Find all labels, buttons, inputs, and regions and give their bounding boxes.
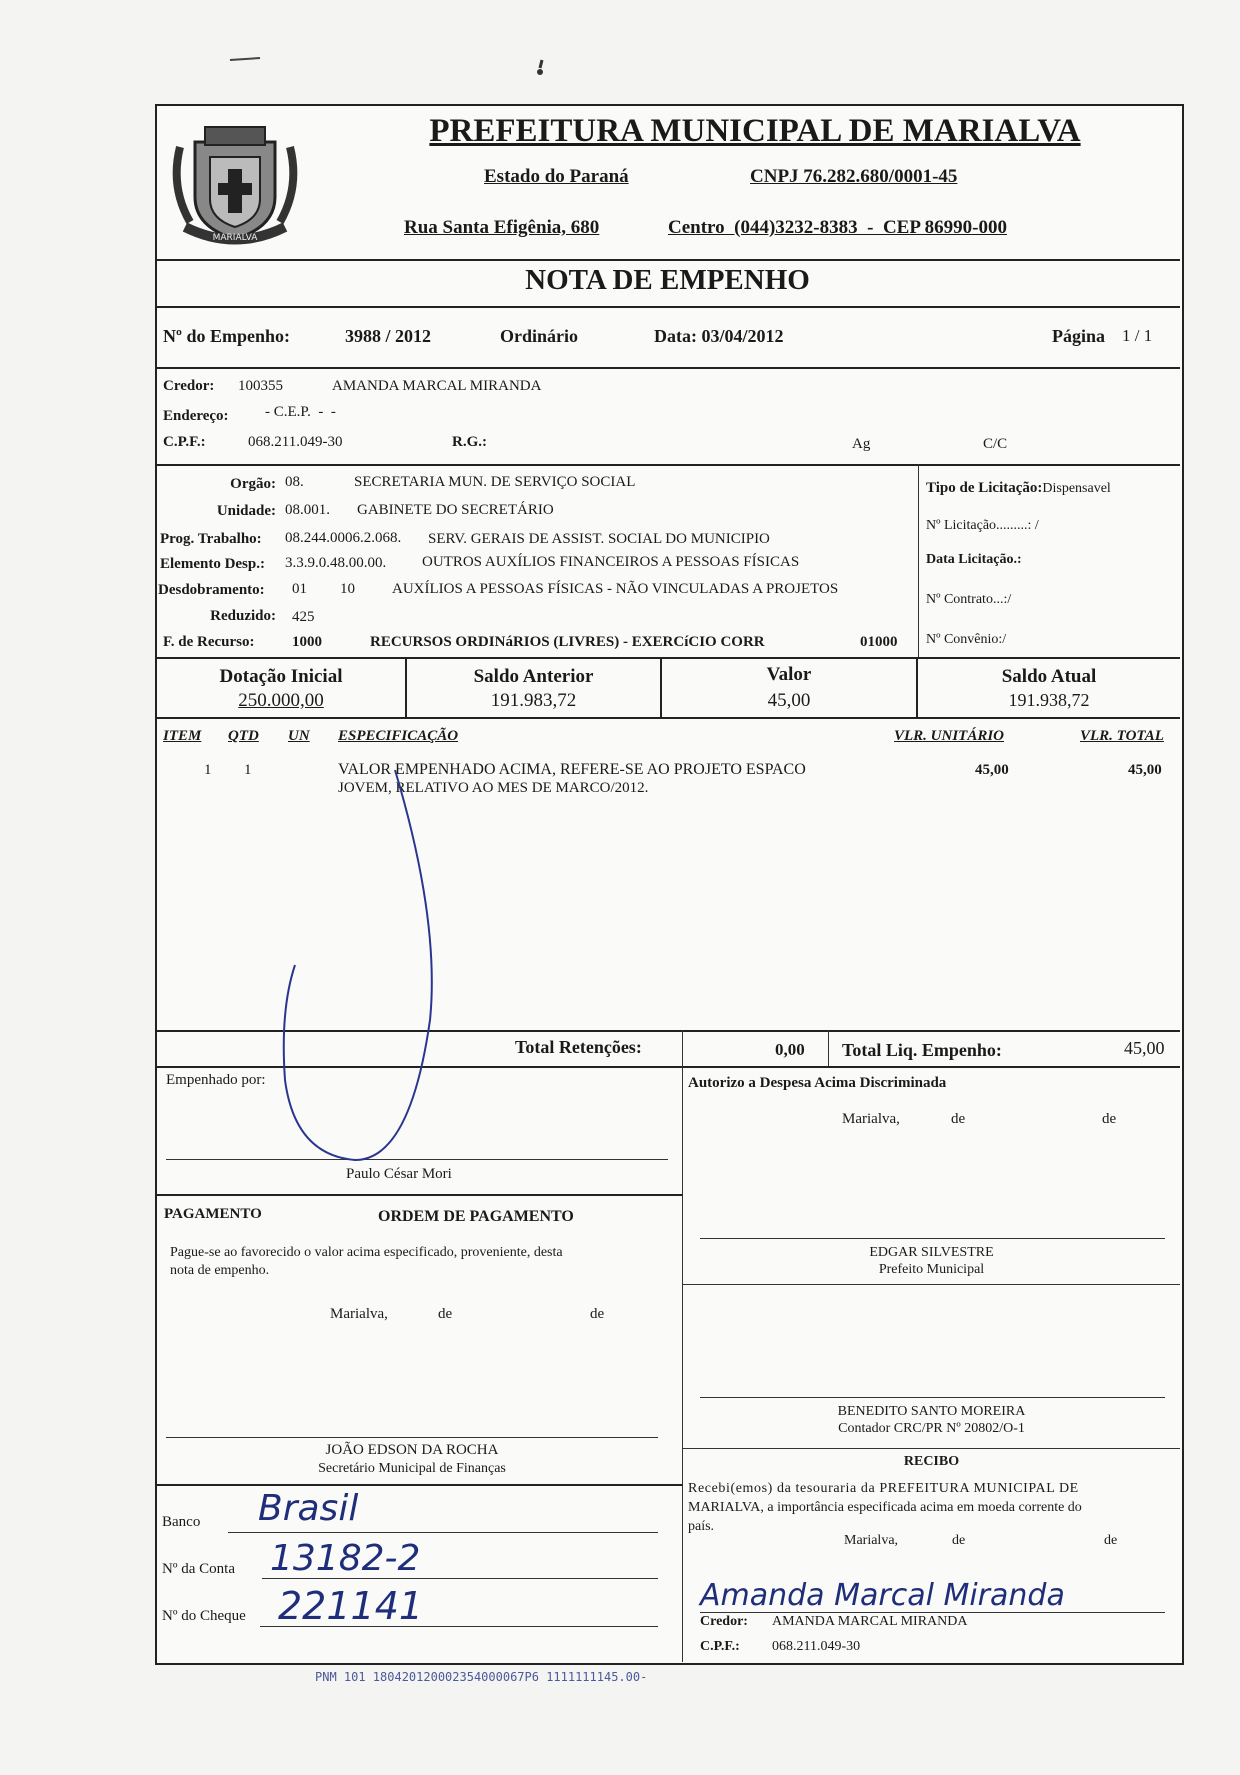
cpf-value: 068.211.049-30 bbox=[248, 434, 343, 450]
fonte-label: F. de Recurso: bbox=[163, 634, 255, 650]
total-liquido-label: Total Liq. Empenho: bbox=[842, 1040, 1002, 1060]
cnpj-label: CNPJ 76.282.680/0001-45 bbox=[750, 166, 958, 187]
autorizo-de1: de bbox=[951, 1111, 966, 1127]
empenhado-por-name: Paulo César Mori bbox=[346, 1166, 452, 1182]
empenhado-por-label: Empenhado por: bbox=[166, 1072, 266, 1088]
desdobramento-label: Desdobramento: bbox=[158, 582, 265, 598]
dotacao-value: 250.000,00 bbox=[238, 690, 324, 711]
secretario-name: JOÃO EDSON DA ROCHA bbox=[325, 1442, 499, 1458]
pagamento-de1: de bbox=[438, 1306, 453, 1322]
item-qtd: 1 bbox=[244, 762, 252, 778]
cheque-value: 221141 bbox=[278, 1584, 424, 1628]
recibo-title: RECIBO bbox=[903, 1454, 960, 1469]
cheque-label: Nº do Cheque bbox=[162, 1608, 246, 1624]
state-label: Estado do Paraná bbox=[484, 166, 629, 187]
reduzido-label: Reduzido: bbox=[210, 608, 276, 624]
autorizo-place: Marialva, bbox=[842, 1111, 900, 1127]
cc-label: C/C bbox=[983, 436, 1008, 452]
cpf-label: C.P.F.: bbox=[163, 434, 206, 450]
page-number: 1 / 1 bbox=[1122, 326, 1153, 345]
orgao-code: 08. bbox=[285, 474, 304, 490]
col-qtd: QTD bbox=[228, 728, 259, 744]
unidade-code: 08.001. bbox=[285, 502, 330, 518]
fonte-code: 1000 bbox=[292, 634, 322, 650]
reduzido-value: 425 bbox=[292, 609, 315, 625]
numero-contrato: Nº Contrato...:/ bbox=[926, 592, 1012, 607]
elemento-code: 3.3.9.0.48.00.00. bbox=[285, 555, 387, 571]
pen-stroke bbox=[255, 760, 455, 1180]
prog-name: SERV. GERAIS DE ASSIST. SOCIAL DO MUNICIPIO bbox=[428, 531, 770, 547]
pagamento-text-2: nota de empenho. bbox=[170, 1263, 270, 1278]
autorizo-title: Autorizo a Despesa Acima Discriminada bbox=[688, 1075, 947, 1091]
recibo-place: Marialva, bbox=[844, 1533, 899, 1548]
credor-signature: Amanda Marcal Miranda bbox=[700, 1578, 1065, 1613]
page-title: PREFEITURA MUNICIPAL DE MARIALVA bbox=[429, 113, 1081, 149]
rg-label: R.G.: bbox=[452, 434, 487, 450]
recibo-cpf-value: 068.211.049-30 bbox=[772, 1639, 861, 1654]
banco-label: Banco bbox=[162, 1514, 201, 1530]
fonte-number: 01000 bbox=[860, 634, 898, 650]
empenho-label: Nº do Empenho: bbox=[163, 326, 290, 346]
item-number: 1 bbox=[204, 762, 212, 778]
recibo-de2: de bbox=[1104, 1533, 1118, 1548]
item-spec-line1: VALOR EMPENHADO ACIMA, REFERE-SE AO PROJETO ESPACO bbox=[338, 761, 806, 778]
doc-title: NOTA DE EMPENHO bbox=[525, 264, 810, 296]
contador-role: Contador CRC/PR Nº 20802/O-1 bbox=[838, 1421, 1025, 1436]
col-item: ITEM bbox=[163, 728, 202, 744]
unidade-name: GABINETE DO SECRETÁRIO bbox=[357, 502, 554, 518]
unidade-label: Unidade: bbox=[216, 503, 276, 519]
footer-code: PNM 101 180420120002354000067P6 1111111145.00- bbox=[315, 1670, 648, 1684]
contador-name: BENEDITO SANTO MOREIRA bbox=[837, 1404, 1026, 1419]
recibo-text-3: país. bbox=[688, 1519, 715, 1534]
secretario-role: Secretário Municipal de Finanças bbox=[318, 1461, 506, 1476]
saldo-atual-label: Saldo Atual bbox=[1001, 666, 1097, 687]
credor-label: Credor: bbox=[163, 378, 215, 394]
pagamento-text-1: Pague-se ao favorecido o valor acima especificado, proveniente, desta bbox=[170, 1245, 563, 1260]
prefeito-role: Prefeito Municipal bbox=[878, 1262, 985, 1277]
pagamento-label: PAGAMENTO bbox=[164, 1206, 262, 1222]
desdobramento-code-a: 01 bbox=[292, 581, 307, 597]
endereco-value: - C.E.P. - - bbox=[265, 404, 336, 420]
empenho-number: 3988 / 2012 bbox=[345, 326, 432, 346]
recibo-credor-name: AMANDA MARCAL MIRANDA bbox=[772, 1614, 968, 1629]
autorizo-de2: de bbox=[1102, 1111, 1117, 1127]
valor-label: Valor bbox=[766, 664, 812, 685]
item-unit-value: 45,00 bbox=[975, 762, 1009, 778]
orgao-label: Orgão: bbox=[230, 476, 276, 492]
pagamento-de2: de bbox=[590, 1306, 605, 1322]
fonte-name: RECURSOS ORDINáRIOS (LIVRES) - EXERCíCIO CORR bbox=[370, 634, 765, 650]
ag-label: Ag bbox=[852, 436, 871, 452]
conta-value: 13182-2 bbox=[270, 1538, 421, 1579]
desdobramento-name: AUXÍLIOS A PESSOAS FÍSICAS - NÃO VINCULADAS A PROJETOS bbox=[392, 581, 839, 597]
numero-licitacao: Nº Licitação.........: / bbox=[926, 518, 1039, 533]
valor-value: 45,00 bbox=[767, 690, 811, 711]
empenho-type: Ordinário bbox=[500, 326, 579, 346]
credor-code: 100355 bbox=[238, 378, 283, 394]
elemento-name: OUTROS AUXÍLIOS FINANCEIROS A PESSOAS FÍSICAS bbox=[422, 554, 800, 570]
svg-text:MARIALVA: MARIALVA bbox=[212, 233, 258, 243]
pagamento-place: Marialva, bbox=[330, 1306, 388, 1322]
total-retencoes-value: 0,00 bbox=[775, 1040, 805, 1059]
recibo-cpf-label: C.P.F.: bbox=[700, 1639, 740, 1654]
item-total-value: 45,00 bbox=[1128, 762, 1162, 778]
col-vlr-total: VLR. TOTAL bbox=[1080, 728, 1164, 744]
total-liquido-value: 45,00 bbox=[1124, 1038, 1165, 1058]
tipo-licitacao-value: Dispensavel bbox=[1042, 481, 1111, 496]
item-spec-line2: JOVEM, RELATIVO AO MES DE MARCO/2012. bbox=[338, 780, 649, 796]
saldo-anterior-label: Saldo Anterior bbox=[473, 666, 594, 687]
address-details: Centro (044)3232-8383 - CEP 86990-000 bbox=[668, 217, 1007, 238]
empenho-date: Data: 03/04/2012 bbox=[654, 326, 784, 346]
ordem-pagamento-title: ORDEM DE PAGAMENTO bbox=[378, 1208, 574, 1225]
conta-label: Nº da Conta bbox=[162, 1561, 235, 1577]
col-vlr-unitario: VLR. UNITÁRIO bbox=[894, 728, 1005, 744]
municipal-crest bbox=[160, 107, 310, 257]
page-label: Página bbox=[1052, 326, 1106, 346]
tipo-licitacao-label: Tipo de Licitação: bbox=[926, 480, 1043, 496]
col-especificacao: ESPECIFICAÇÃO bbox=[338, 728, 459, 744]
recibo-de1: de bbox=[952, 1533, 966, 1548]
col-un: UN bbox=[288, 728, 310, 744]
prog-code: 08.244.0006.2.068. bbox=[285, 530, 402, 546]
prefeito-name: EDGAR SILVESTRE bbox=[869, 1245, 994, 1260]
recibo-text-1: Recebi(emos) da tesouraria da PREFEITURA MUNICIPAL DE bbox=[688, 1481, 1079, 1496]
endereco-label: Endereço: bbox=[163, 408, 229, 424]
recibo-credor-label: Credor: bbox=[700, 1614, 748, 1629]
elemento-label: Elemento Desp.: bbox=[160, 556, 265, 572]
desdobramento-code-b: 10 bbox=[340, 581, 355, 597]
address-street: Rua Santa Efigênia, 680 bbox=[404, 217, 600, 238]
tipo-licitacao bbox=[926, 480, 1111, 497]
banco-value: Brasil bbox=[258, 1488, 359, 1529]
numero-convenio: Nº Convênio:/ bbox=[926, 632, 1007, 647]
total-retencoes-label: Total Retenções: bbox=[515, 1037, 642, 1057]
data-licitacao: Data Licitação.: bbox=[926, 552, 1022, 567]
saldo-anterior-value: 191.983,72 bbox=[490, 690, 577, 711]
saldo-atual-value: 191.938,72 bbox=[1008, 690, 1090, 710]
scan-marks bbox=[150, 50, 570, 100]
orgao-name: SECRETARIA MUN. DE SERVIÇO SOCIAL bbox=[354, 474, 636, 490]
credor-name: AMANDA MARCAL MIRANDA bbox=[332, 378, 542, 394]
recibo-text-2: MARIALVA, a importância especificada acima em moeda corrente do bbox=[688, 1500, 1082, 1515]
prog-label: Prog. Trabalho: bbox=[160, 531, 262, 547]
dotacao-label: Dotação Inicial bbox=[219, 666, 343, 687]
